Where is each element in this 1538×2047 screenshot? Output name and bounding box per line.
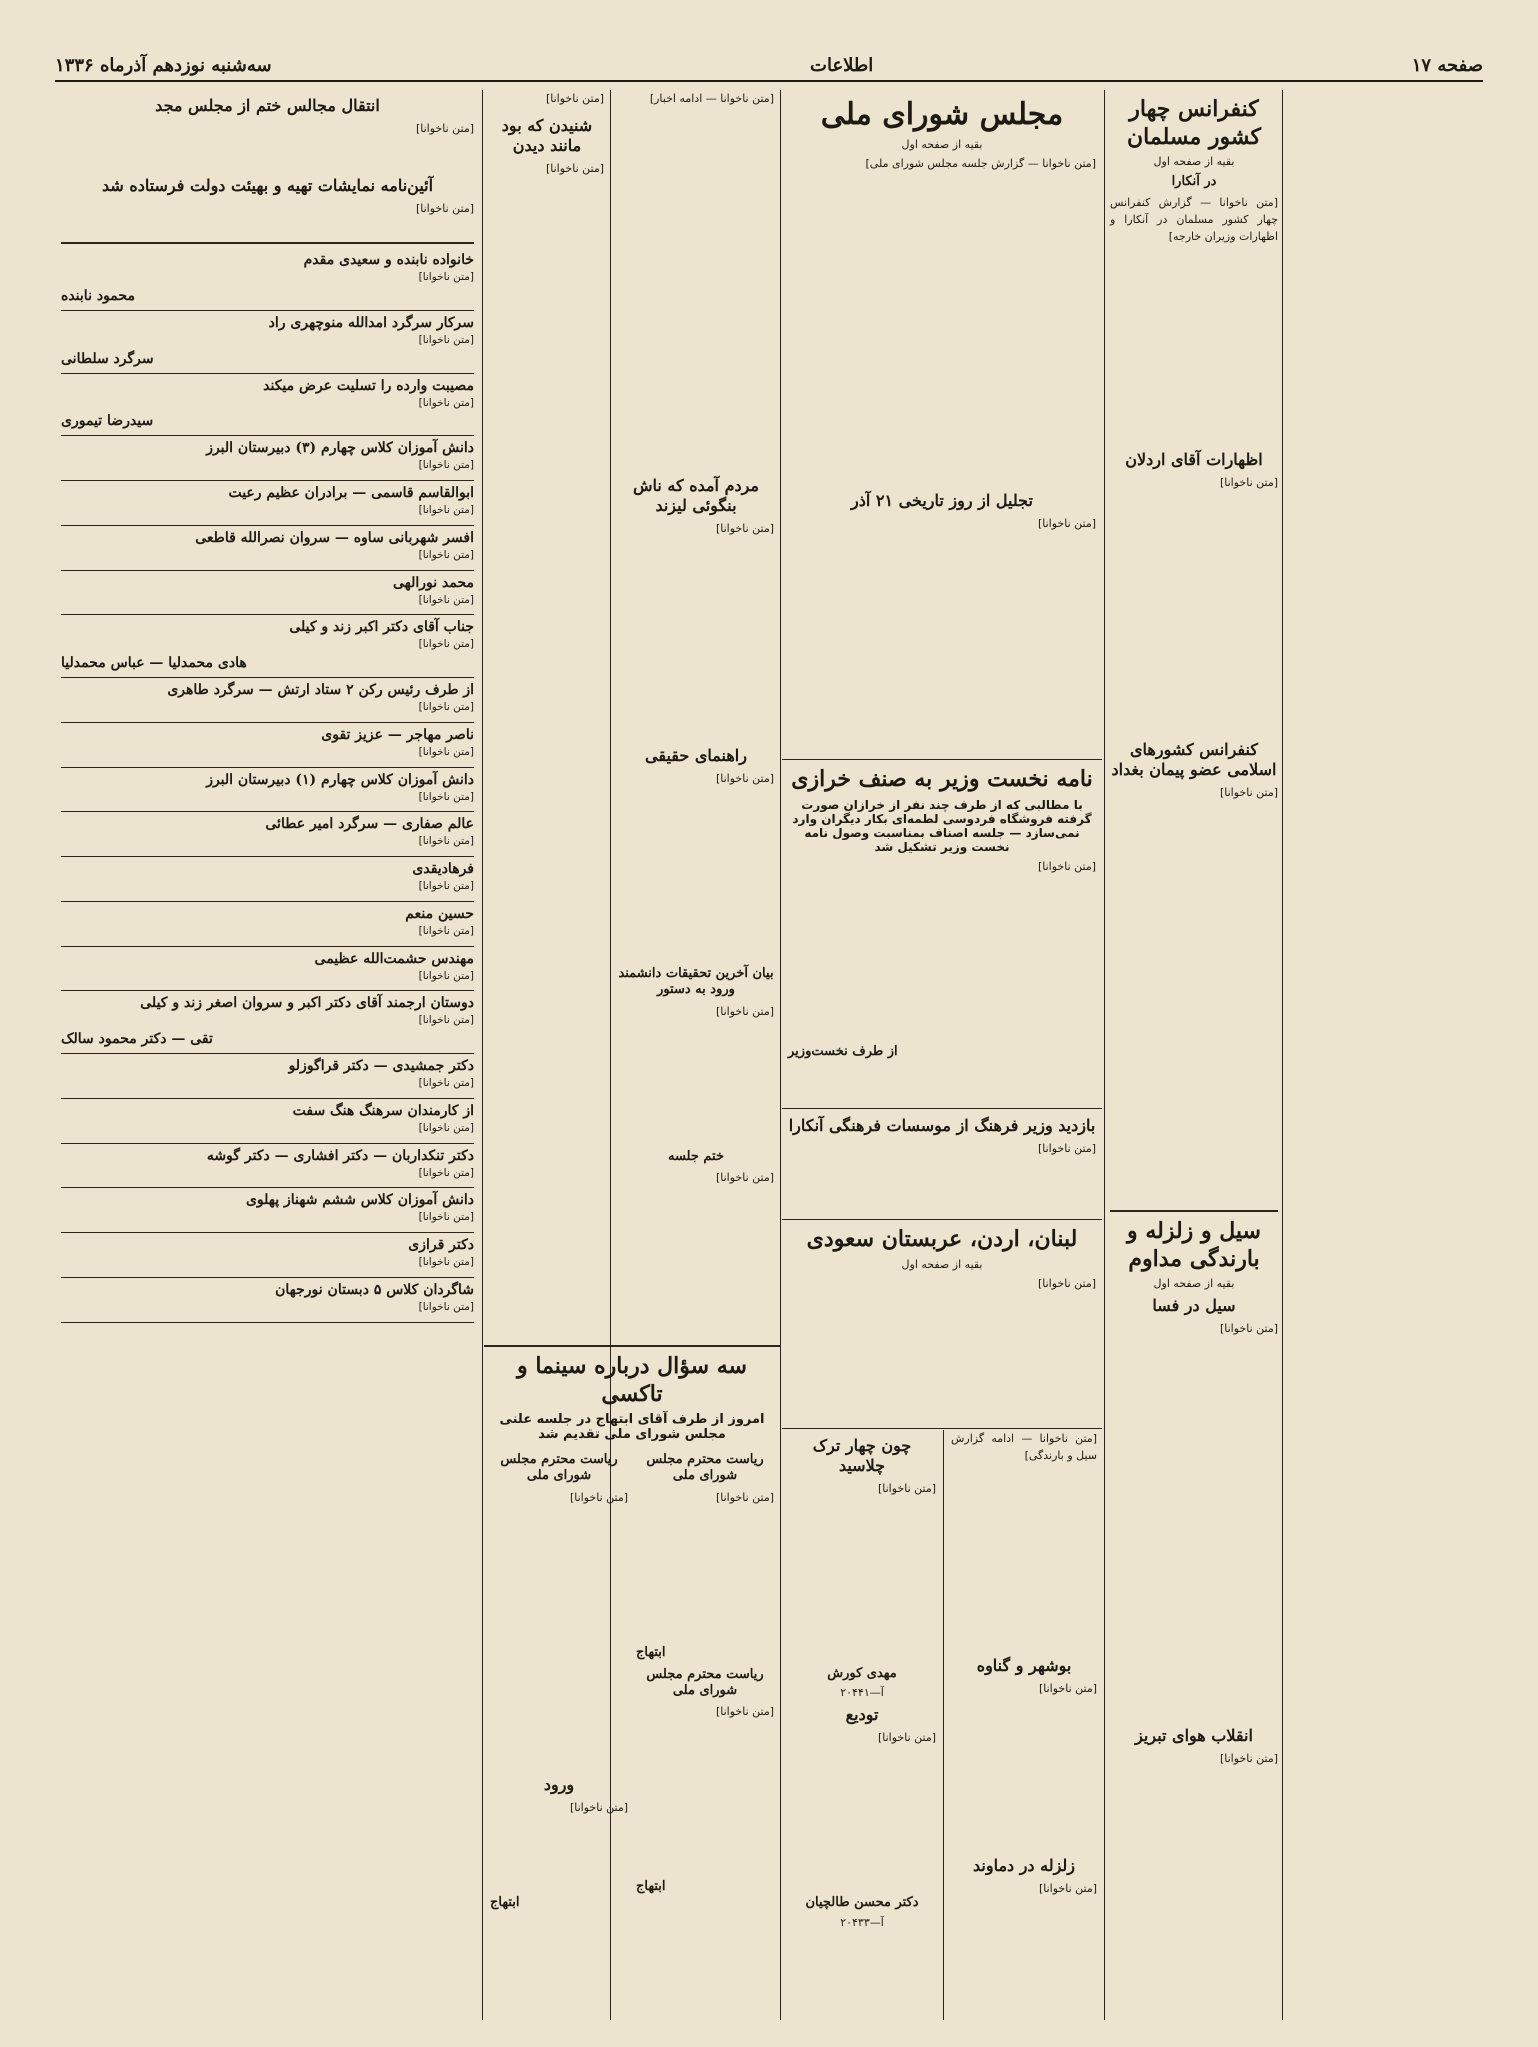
section-heading: راهنمای حقیقی <box>645 746 747 765</box>
notice-title: از طرف رئیس رکن ۲ ستاد ارتش — سرگرد طاهری <box>167 682 474 698</box>
notice-body: [متن ناخوانا] <box>418 271 474 283</box>
condolence-notice <box>61 526 474 571</box>
signature: ابتهاج <box>490 1894 520 1910</box>
notice-signature: محمود نابنده <box>61 287 135 304</box>
subhead: بقیه از صفحه اول <box>901 1257 983 1271</box>
notice-body: [متن ناخوانا] <box>418 701 474 713</box>
taxi-article <box>484 1345 780 2020</box>
notice-title: ابوالقاسم قاسمی — برادران عظیم رعیت <box>228 485 474 501</box>
section-heading: بیان آخرین تحقیقات دانشمند ورود به دستور <box>618 966 774 998</box>
notice-body: [متن ناخوانا] <box>418 548 474 561</box>
notice-title: دانش آموزان کلاس چهارم (۳) دبیرستان البرز <box>206 440 474 457</box>
article-text: [متن ناخوانا] <box>1037 1142 1096 1155</box>
article-text: [متن ناخوانا — ادامه گزارش سیل و بارندگی] <box>951 1432 1097 1463</box>
notice-title: سرکار سرگرد امدالله منوچهری راد <box>268 314 474 331</box>
parliament-article <box>782 90 1102 740</box>
page-number: صفحه ۱۷ <box>1411 54 1483 76</box>
condolence-notice <box>61 481 474 526</box>
condolence-notice <box>61 1054 474 1099</box>
condolence-notice <box>61 311 474 374</box>
notice-title: خانواده نابنده و سعیدی مقدم <box>303 252 474 268</box>
subhead: با مطالبی که از طرف چند نفر از خرازان صورت گرفته فروشگاه فردوسی لطمه‌ای بکار دیگران وارد نمی‌سازد — جلسه اصناف بمناسبت وصول نامه نخست وزیر تشکیل شد <box>792 797 1092 854</box>
article-text: [متن ناخوانا] <box>1038 1882 1097 1895</box>
section-heading: کنفرانس کشورهای اسلامی عضو پیمان بغداد <box>1111 740 1277 780</box>
section-heading: ورود <box>543 1774 575 1794</box>
condolence-notice <box>61 1278 474 1323</box>
headline-regulation: آئین‌نامه نمایشات تهیه و بهیئت دولت فرستاده شد <box>101 176 434 195</box>
article-text: [متن ناخوانا] <box>1037 859 1096 873</box>
condolence-notice <box>61 991 474 1054</box>
notice-body: [متن ناخوانا] <box>418 790 474 803</box>
article-text: [متن ناخوانا] <box>877 1731 936 1745</box>
notice-title: از کارمندان سرهنگ هنگ سفت <box>292 1102 474 1119</box>
notice-title: شاگردان کلاس ۵ دبستان نورجهان <box>275 1281 474 1298</box>
notice-title: دکتر قرازی <box>408 1237 474 1253</box>
notice-title: دانش آموزان کلاس ششم شهناز پهلوی <box>245 1192 474 1209</box>
section-heading: ریاست محترم مجلس شورای ملی <box>646 1452 764 1484</box>
section-heading: در آنکارا <box>1171 174 1217 189</box>
notice-signature: هادی محمدلیا — عباس محمدلیا <box>61 655 247 671</box>
condolence-notice <box>61 571 474 616</box>
subhead: بقیه از صفحه اول <box>1153 1277 1235 1291</box>
section-heading: سیل در فسا <box>1152 1296 1236 1316</box>
notice-body: [متن ناخوانا] <box>418 1121 474 1134</box>
signature: از طرف نخست‌وزیر <box>788 1043 898 1059</box>
notice-title: عالم صفاری — سرگرد امیر عطائی <box>265 816 474 833</box>
divider <box>61 242 474 244</box>
article-text: [متن ناخوانا — گزارش جلسه مجلس شورای ملی] <box>865 156 1096 170</box>
condolence-notice <box>61 615 474 678</box>
subhead: بقیه از صفحه اول <box>1153 155 1235 168</box>
article-text: [متن ناخوانا] <box>715 1004 774 1018</box>
headline-visit: بازدید وزیر فرهنگ از موسسات فرهنگی آنکارا <box>788 1116 1096 1135</box>
notice-body: [متن ناخوانا] <box>418 745 474 758</box>
notice-body: [متن ناخوانا] <box>418 969 474 982</box>
masthead <box>55 50 1483 82</box>
article-text: [متن ناخوانا] <box>569 1800 628 1814</box>
article-text: [متن ناخوانا] <box>1219 1752 1278 1766</box>
notice-body: [متن ناخوانا] <box>418 880 474 892</box>
headline-mosque: انتقال مجالس ختم از مجلس مجد <box>155 96 380 115</box>
notice-body: [متن ناخوانا] <box>418 1014 474 1027</box>
notice-body: [متن ناخوانا] <box>418 835 474 848</box>
article-text: [متن ناخوانا] <box>715 772 774 785</box>
notice-body: [متن ناخوانا] <box>418 1077 474 1089</box>
article-text: [متن ناخوانا] <box>415 202 474 215</box>
article-text: [متن ناخوانا] <box>1037 1276 1096 1290</box>
notice-body: [متن ناخوانا] <box>418 504 474 516</box>
visit-article <box>782 1110 1102 1210</box>
notice-title: افسر شهربانی ساوه — سروان نصرالله قاطعی <box>195 529 474 546</box>
notice-title: محمد نورالهی <box>392 574 474 591</box>
column-3-lower <box>782 1430 942 2020</box>
article-text: [متن ناخوانا] <box>877 1482 936 1495</box>
condolence-notice <box>61 1188 474 1233</box>
condolence-notice <box>61 947 474 992</box>
signature: ابتهاج <box>636 1644 666 1660</box>
taxi-column-left <box>490 1446 628 1915</box>
notice-title: دکتر جمشیدی — دکتر قراگوزلو <box>288 1058 474 1074</box>
headline-lebanon: لبنان، اردن، عربستان سعودی <box>806 1226 1078 1252</box>
notice-body: [متن ناخوانا] <box>418 1256 474 1268</box>
article-text: [متن ناخوانا] <box>569 1490 628 1504</box>
notice-title: جناب آقای دکتر اکبر زند و کیلی <box>289 619 474 636</box>
notice-signature: تقی — دکتر محمود سالک <box>61 1031 213 1047</box>
notice-list <box>61 248 474 1323</box>
condolence-notice <box>61 248 474 311</box>
section-heading: تجلیل از روز تاریخی ۲۱ آذر <box>851 490 1033 510</box>
column-rule <box>943 1430 944 2020</box>
section-heading: زلزله در دماوند <box>972 1856 1076 1875</box>
notice-body: [متن ناخوانا] <box>418 1166 474 1179</box>
condolence-notice <box>61 1233 474 1278</box>
notice-body: [متن ناخوانا] <box>418 1211 474 1224</box>
column-rule <box>482 90 483 2020</box>
article-text: [متن ناخوانا] <box>715 1490 774 1504</box>
article-text: [متن ناخوانا] <box>715 1170 774 1184</box>
article-text: [متن ناخوانا] <box>1219 1322 1278 1336</box>
letter-article <box>782 759 1102 1109</box>
article-text: [متن ناخوانا] <box>1038 1682 1097 1695</box>
ad-reference: آ—۲۰۴۴۱ <box>840 1686 884 1700</box>
paper-name: اطلاعات <box>810 54 874 76</box>
condolence-notice <box>61 1099 474 1144</box>
section-heading: مردم آمده که ناش بنگوئی لیزند <box>633 476 759 515</box>
spacer <box>1104 90 1116 2020</box>
column-4 <box>612 90 780 1340</box>
condolence-notice <box>61 678 474 723</box>
article-text: [متن ناخوانا] <box>1219 476 1278 490</box>
lebanon-article <box>782 1219 1102 1429</box>
subhead: بقیه از صفحه اول <box>901 137 983 151</box>
article-text: [متن ناخوانا] <box>715 1705 774 1719</box>
condolence-notice <box>61 723 474 768</box>
section-heading: اظهارات آقای اردلان <box>1125 450 1263 470</box>
article-text: [متن ناخوانا] <box>415 122 474 135</box>
section-heading: چون چهار ترک چلاسید <box>812 1436 912 1475</box>
column-2-lower <box>945 1430 1103 2020</box>
condolence-notice <box>61 812 474 857</box>
notice-title: مهندس حشمت‌الله عظیمی <box>314 950 474 967</box>
issue-date: سه‌شنبه نوزدهم آذرماه ۱۳۳۶ <box>55 54 272 76</box>
column-6 <box>55 90 480 2020</box>
section-heading: ختم جلسه <box>667 1148 725 1164</box>
notice-body: [متن ناخوانا] <box>418 459 474 472</box>
condolence-notice <box>61 374 474 437</box>
article-text: [متن ناخوانا — ادامه اخبار] <box>649 92 774 105</box>
notice-title: فرهادیقدی <box>412 861 474 877</box>
ad-reference: آ—۲۰۴۳۳ <box>840 1915 884 1929</box>
notice-body: [متن ناخوانا] <box>418 593 474 606</box>
subhead: امروز از طرف آقای ابتهاج در جلسه علنی مجلس شورای ملی تقدیم شد <box>499 1412 765 1442</box>
condolence-notice <box>61 768 474 813</box>
notice-title: دکتر تنکداربان — دکتر افشاری — دکتر گوشه <box>206 1147 474 1164</box>
notice-body: [متن ناخوانا] <box>418 924 474 937</box>
notice-signature: سرگرد سلطانی <box>61 350 154 367</box>
headline-parliament: مجلس شورای ملی <box>820 97 1064 132</box>
headline-conference: کنفرانس چهار کشور مسلمان <box>1126 96 1262 150</box>
notice-body: [متن ناخوانا] <box>418 333 474 346</box>
notice-body: [متن ناخوانا] <box>418 638 474 651</box>
notice-signature: سیدرضا تیموری <box>61 413 154 430</box>
section-heading: ریاست محترم مجلس شورای ملی <box>646 1666 764 1698</box>
section-heading: تودیع <box>845 1705 879 1725</box>
divider <box>1110 1210 1278 1212</box>
article-text: [متن ناخوانا] <box>1219 786 1278 800</box>
column-5 <box>484 90 610 1340</box>
headline-letter: نامه نخست وزیر به صنف خرازی <box>791 766 1093 792</box>
condolence-notice <box>61 436 474 481</box>
section-heading: انقلاب هوای تبریز <box>1135 1726 1253 1746</box>
column-rule <box>780 90 781 2020</box>
taxi-columns <box>490 1446 774 1915</box>
notice-title: ناصر مهاجر — عزیز تقوی <box>321 726 474 743</box>
notice-title: حسین منعم <box>405 905 474 922</box>
article-text: [متن ناخوانا] <box>1037 516 1096 530</box>
notice-body: [متن ناخوانا] <box>418 1300 474 1313</box>
condolence-notice <box>61 857 474 902</box>
notice-title: دانش آموزان کلاس چهارم (۱) دبیرستان البرز <box>206 771 474 788</box>
notice-body: [متن ناخوانا] <box>418 396 474 409</box>
article-text: [متن ناخوانا] <box>545 92 604 105</box>
notice-title: دوستان ارجمند آقای دکتر اکبر و سروان اصغر زند و کیلی <box>140 995 474 1012</box>
section-heading: شنیدن که بود مانند دیدن <box>501 116 593 155</box>
signature: دکتر محسن طالچیان <box>805 1895 919 1911</box>
headline-flood: سیل و زلزله و بارندگی مداوم <box>1127 1218 1261 1272</box>
column-1 <box>1104 90 1284 2020</box>
section-heading: ریاست محترم مجلس شورای ملی <box>500 1452 618 1484</box>
article-text: [متن ناخوانا — گزارش کنفرانس چهار کشور مسلمان در آنکارا و اظهارات وزیران خارجه] <box>1110 196 1278 244</box>
signature: مهدی کورش <box>827 1666 897 1681</box>
condolence-notice <box>61 902 474 947</box>
headline-taxi: سه سؤال درباره سینما و تاکسی <box>517 1353 747 1407</box>
taxi-column-right <box>636 1446 774 1915</box>
article-text: [متن ناخوانا] <box>715 522 774 535</box>
notice-title: مصیبت وارده را تسلیت عرض میکند <box>263 377 474 394</box>
signature: ابتهاج <box>636 1879 666 1895</box>
section-heading: بوشهر و گناوه <box>976 1656 1072 1675</box>
condolence-notice <box>61 1144 474 1189</box>
article-text: [متن ناخوانا] <box>545 162 604 175</box>
